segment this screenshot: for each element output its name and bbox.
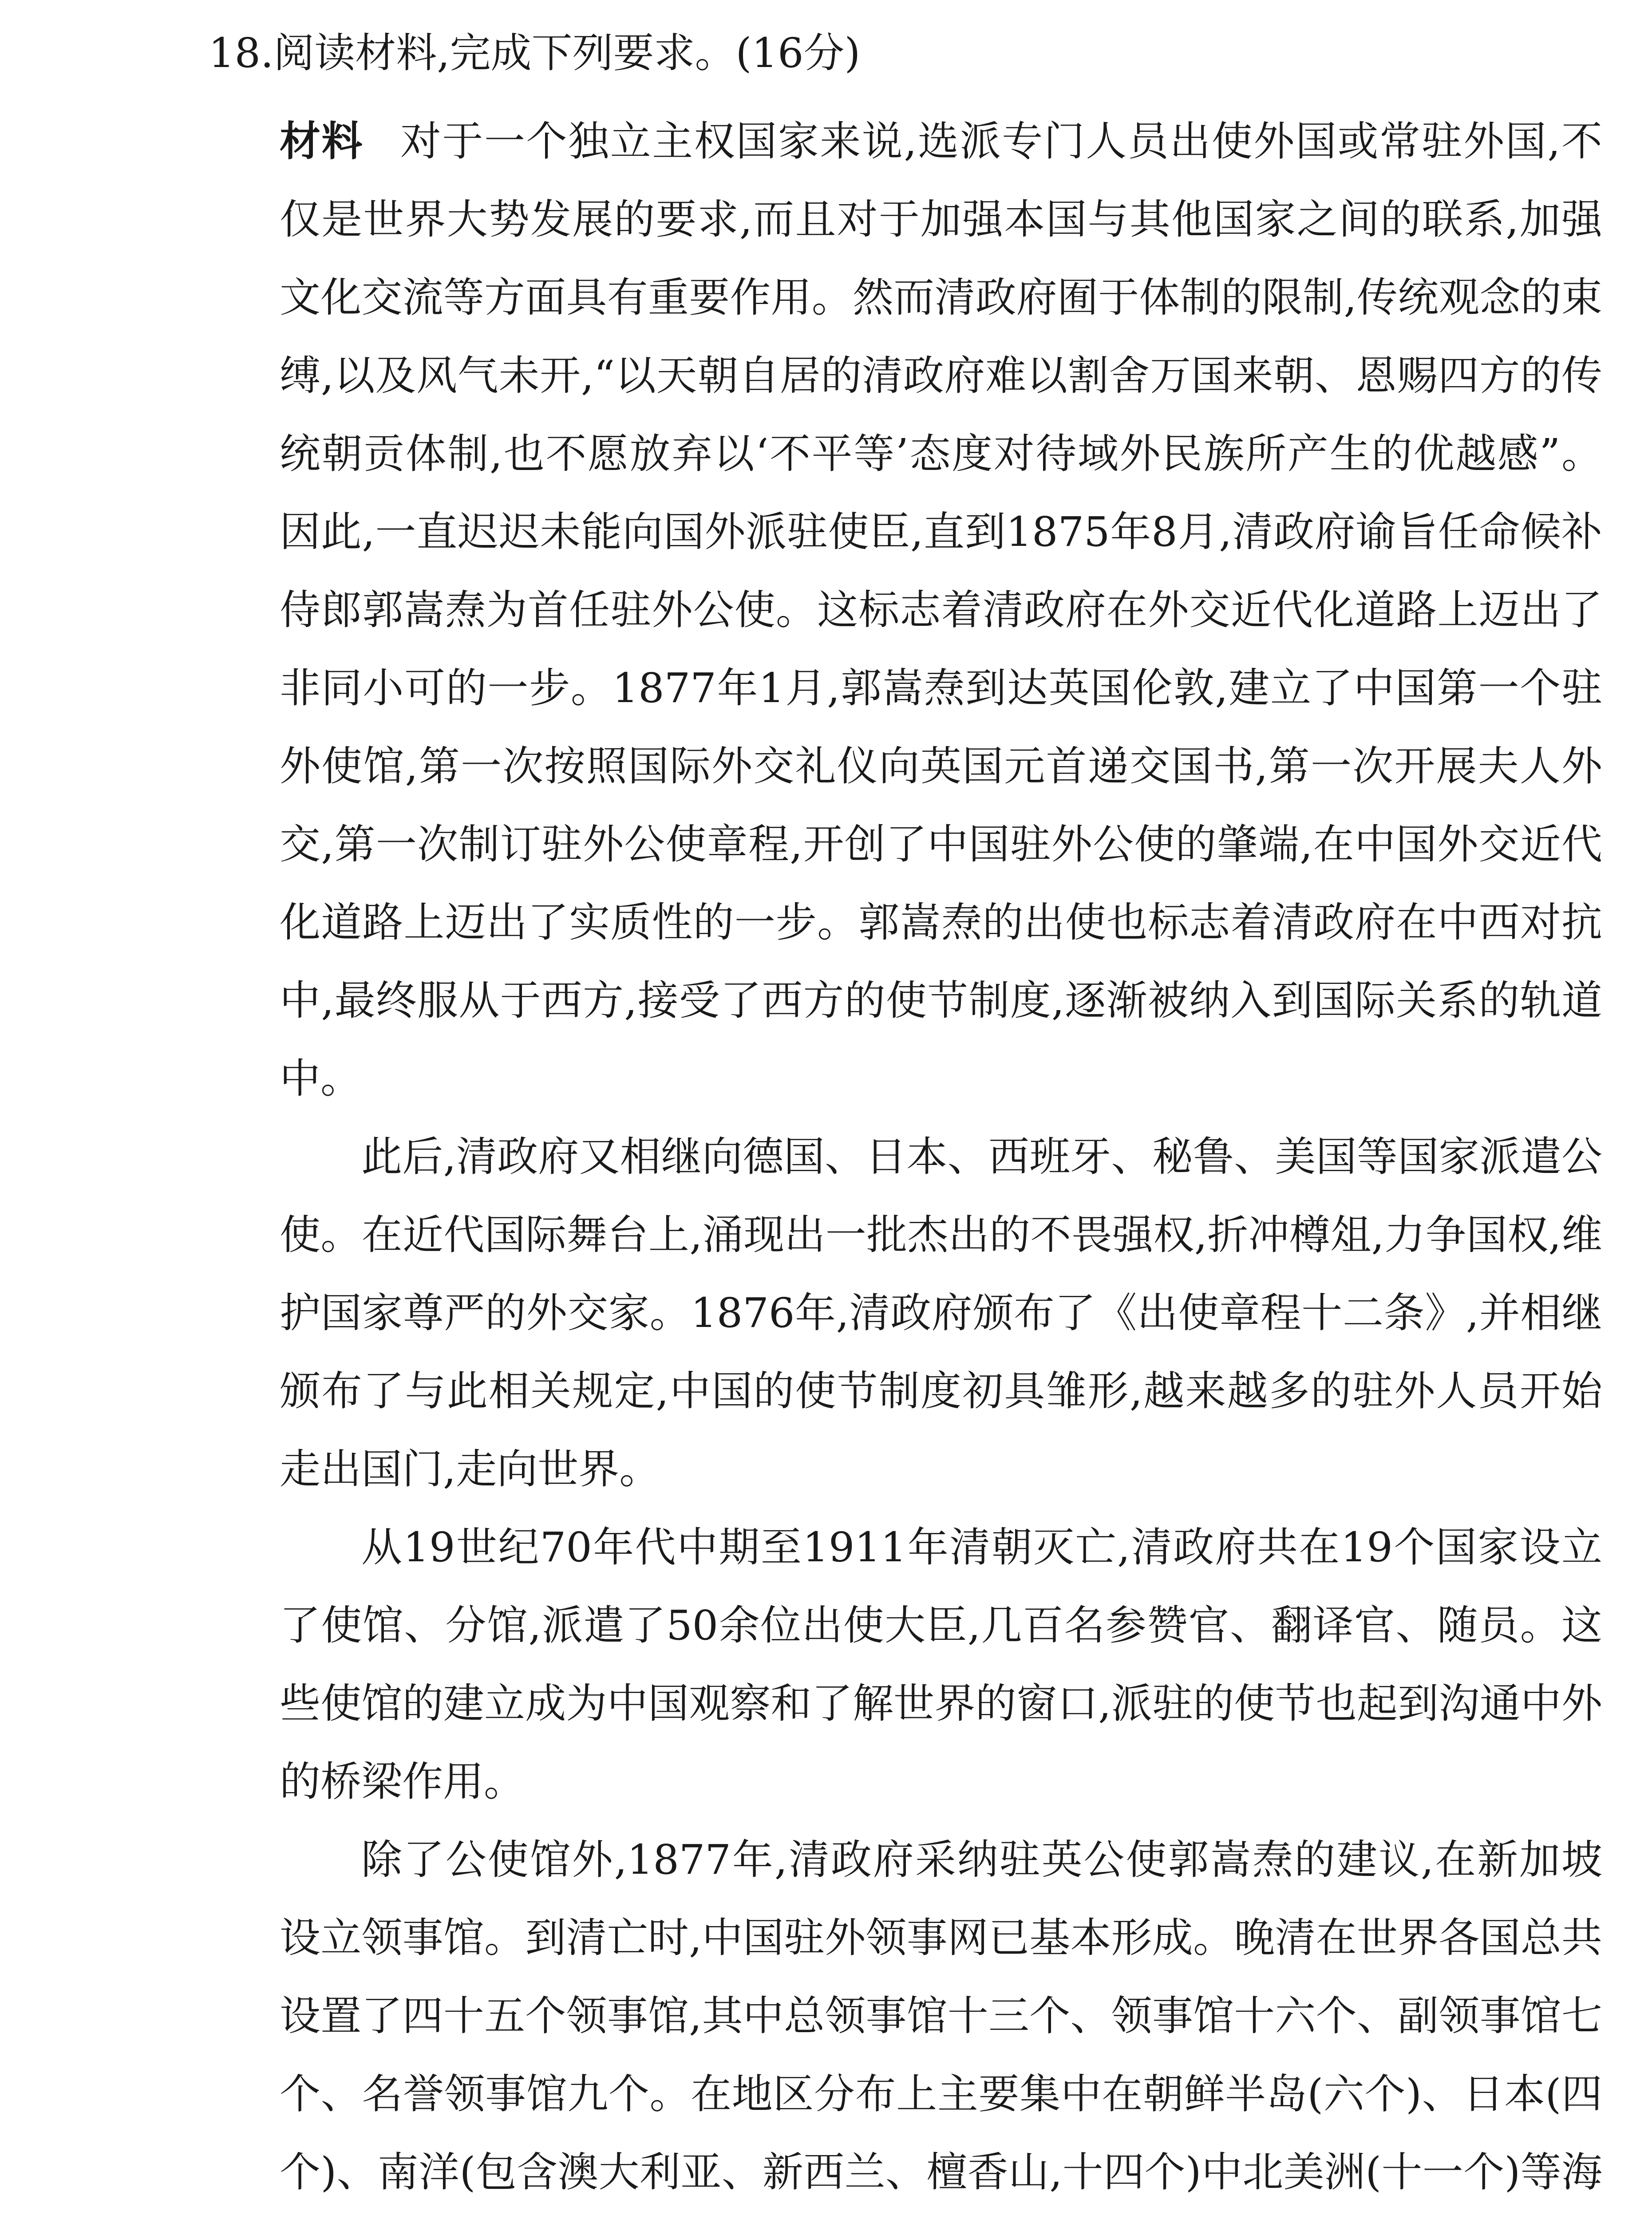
material-paragraph-1-text: 对于一个独立主权国家来说,选派专门人员出使外国或常驻外国,不仅是世界大势发展的要求,而且对于加强本国与其他国家之间的联系,加强文化交流等方面具有重要作用。然而清政府囿于体制的限制,传统观念的束缚,以及风气未开,“以天朝自居的清政府难以割舍万国来朝、恩赐四方的传统朝贡体制,也不愿放弃以‘不平等’态度对待域外民族所产生的优越感”。因此,一直迟迟未能向国外派驻使臣,直到1875年8月,清政府谕旨任命候补侍郎郭嵩焘为首任驻外公使。这标志着清政府在外交近代化道路上迈出了非同小可的一步。1877年1月,郭嵩焘到达英国伦敦,建立了中国第一个驻外使馆,第一次按照国际外交礼仪向英国元首递交国书,第一次开展夫人外交,第一次制订驻外公使章程,开创了中国驻外公使的肇端,在中国外交近代化道路上迈出了实质性的一步。郭嵩焘的出使也标志着清政府在中西对抗中,最终服从于西方,接受了西方的使节制度,逐渐被纳入到国际关系的轨道中。 bbox=[280, 118, 1602, 1102]
material-block bbox=[280, 102, 1602, 2219]
material-label: 材料 bbox=[280, 117, 364, 165]
material-paragraph-4: 除了公使馆外,1877年,清政府采纳驻英公使郭嵩焘的建议,在新加坡设立领事馆。到清亡时,中国驻外领事网已基本形成。晚清在世界各国总共设置了四十五个领事馆,其中总领事馆十三个、领事馆十六个、副领事馆七个、名誉领事馆九个。在地区分布上主要集中在朝鲜半岛(六个)、日本(四个)、南洋(包含澳大利亚、新西兰、檀香山,十四个)中北美洲(十一个)等海 bbox=[280, 1836, 1602, 2196]
material-paragraph-2: 此后,清政府又相继向德国、日本、西班牙、秘鲁、美国等国家派遣公使。在近代国际舞台上,涌现出一批杰出的不畏强权,折冲樽俎,力争国权,维护国家尊严的外交家。1876年,清政府颁布了《出使章程十二条》,并相继颁布了与此相关规定,中国的使节制度初具雏形,越来越多的驻外人员开始走出国门,走向世界。 bbox=[280, 1133, 1602, 1493]
question-header: 18.阅读材料,完成下列要求。(16分) bbox=[209, 29, 861, 77]
material-paragraph-3: 从19世纪70年代中期至1911年清朝灭亡,清政府共在19个国家设立了使馆、分馆,派遣了50余位出使大臣,几百名参赞官、翻译官、随员。这些使馆的建立成为中国观察和了解世界的窗口,派驻的使节也起到沟通中外的桥梁作用。 bbox=[280, 1524, 1602, 1805]
material-paragraph-1 bbox=[280, 102, 1602, 1118]
